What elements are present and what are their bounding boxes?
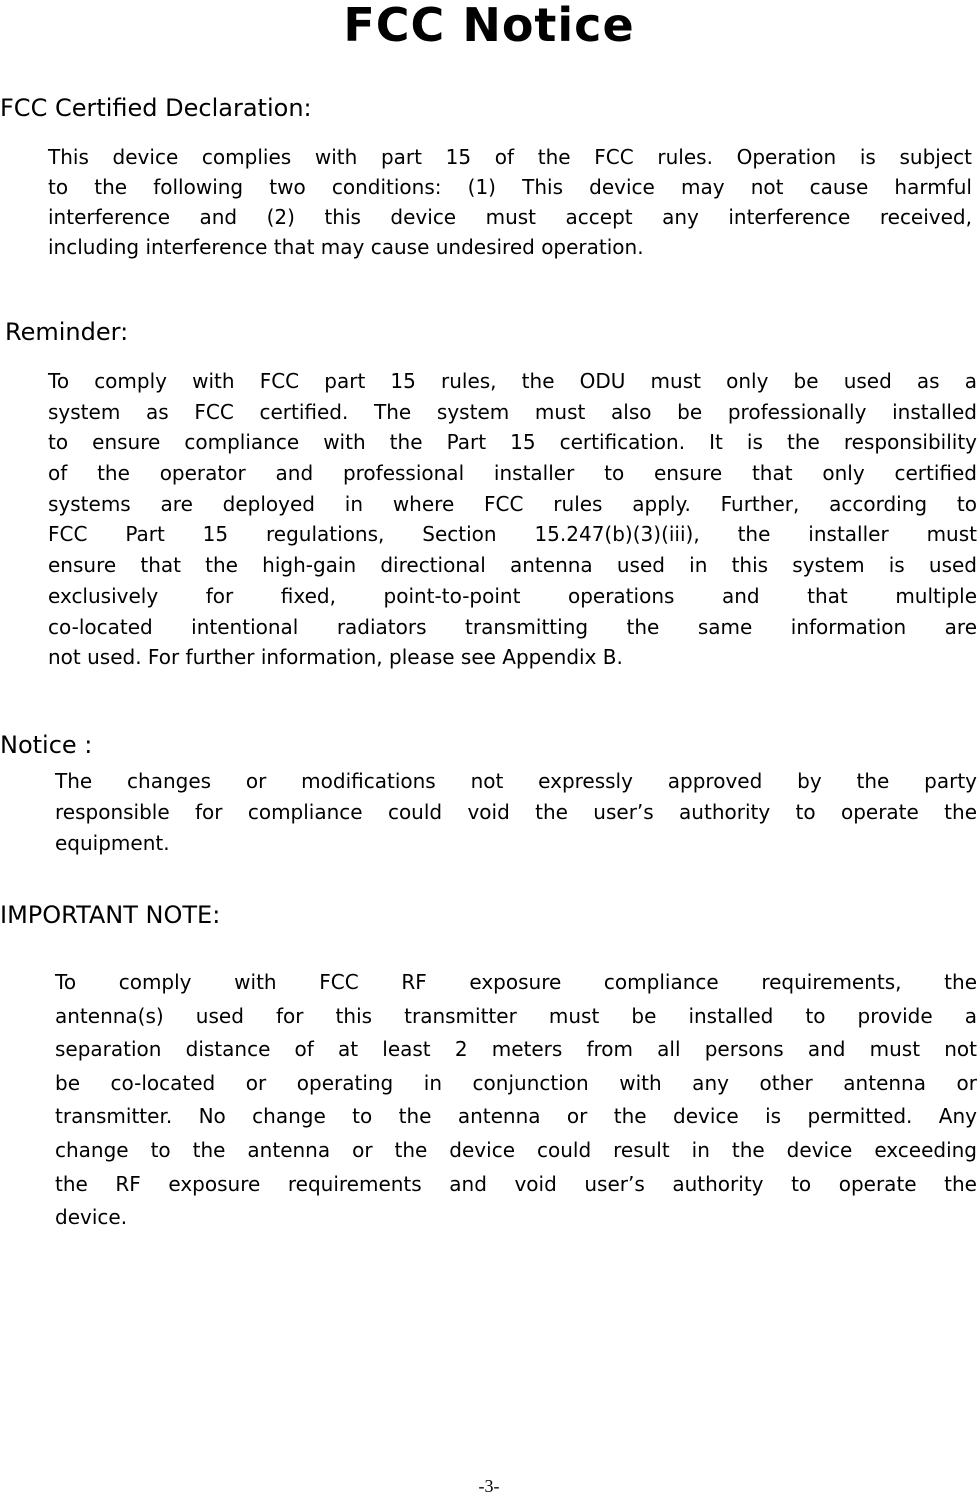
text-line: The changes or modifications not expressly approved by the party	[55, 769, 977, 793]
text-line: This device complies with part 15 of the FCC rules. Operation is subject	[48, 145, 972, 169]
text-line: of the operator and professional installer to ensure that only certified	[48, 461, 977, 486]
page-number: -3-	[478, 1476, 500, 1496]
text-line: systems are deployed in where FCC rules apply. Further, according to	[48, 491, 977, 516]
text-line: system as FCC certified. The system must also be professionally installed	[48, 399, 977, 424]
text-line: To comply with FCC RF exposure compliance requirements, the	[55, 970, 977, 994]
paragraph-declaration	[48, 142, 972, 262]
text-line: interference and (2) this device must accept any interference received,	[48, 205, 972, 229]
text-line: separation distance of at least 2 meters from all persons and must not	[55, 1037, 977, 1062]
text-line: equipment.	[55, 831, 170, 855]
text-line: change to the antenna or the device could result in the device exceeding	[55, 1137, 977, 1162]
text-line: transmitter. No change to the antenna or the device is permitted. Any	[55, 1104, 977, 1129]
section-heading-important-note: IMPORTANT NOTE:	[0, 901, 221, 929]
text-line: exclusively for fixed, point-to-point operations and that multiple	[48, 583, 977, 608]
text-line: antenna(s) used for this transmitter must be installed to provide a	[55, 1003, 977, 1028]
text-line: to the following two conditions: (1) This device may not cause harmful	[48, 175, 972, 199]
text-line: including interference that may cause undesired operation.	[48, 235, 644, 259]
section-heading-notice: Notice :	[0, 731, 93, 759]
section-heading-reminder: Reminder:	[5, 318, 129, 346]
paragraph-notice	[55, 766, 977, 859]
text-line: be co-located or operating in conjunction with any other antenna or	[55, 1070, 977, 1095]
text-line: ensure that the high-gain directional antenna used in this system is used	[48, 553, 977, 578]
text-line: the RF exposure requirements and void user’s authority to operate the	[55, 1171, 977, 1196]
text-line: to ensure compliance with the Part 15 certification. It is the responsibility	[48, 430, 977, 455]
page-title: FCC Notice	[343, 0, 635, 52]
paragraph-important-note	[55, 966, 977, 1235]
text-line: responsible for compliance could void the user’s authority to operate the	[55, 800, 977, 824]
text-line: not used. For further information, please see Appendix B.	[48, 645, 623, 670]
text-line: co-located intentional radiators transmitting the same information are	[48, 614, 977, 639]
text-line: device.	[55, 1205, 128, 1230]
text-line: FCC Part 15 regulations, Section 15.247(b)(3)(iii), the installer must	[48, 522, 977, 547]
text-line: To comply with FCC part 15 rules, the ODU must only be used as a	[48, 369, 977, 393]
section-heading-declaration: FCC Certified Declaration:	[0, 94, 312, 122]
paragraph-reminder	[48, 366, 977, 673]
